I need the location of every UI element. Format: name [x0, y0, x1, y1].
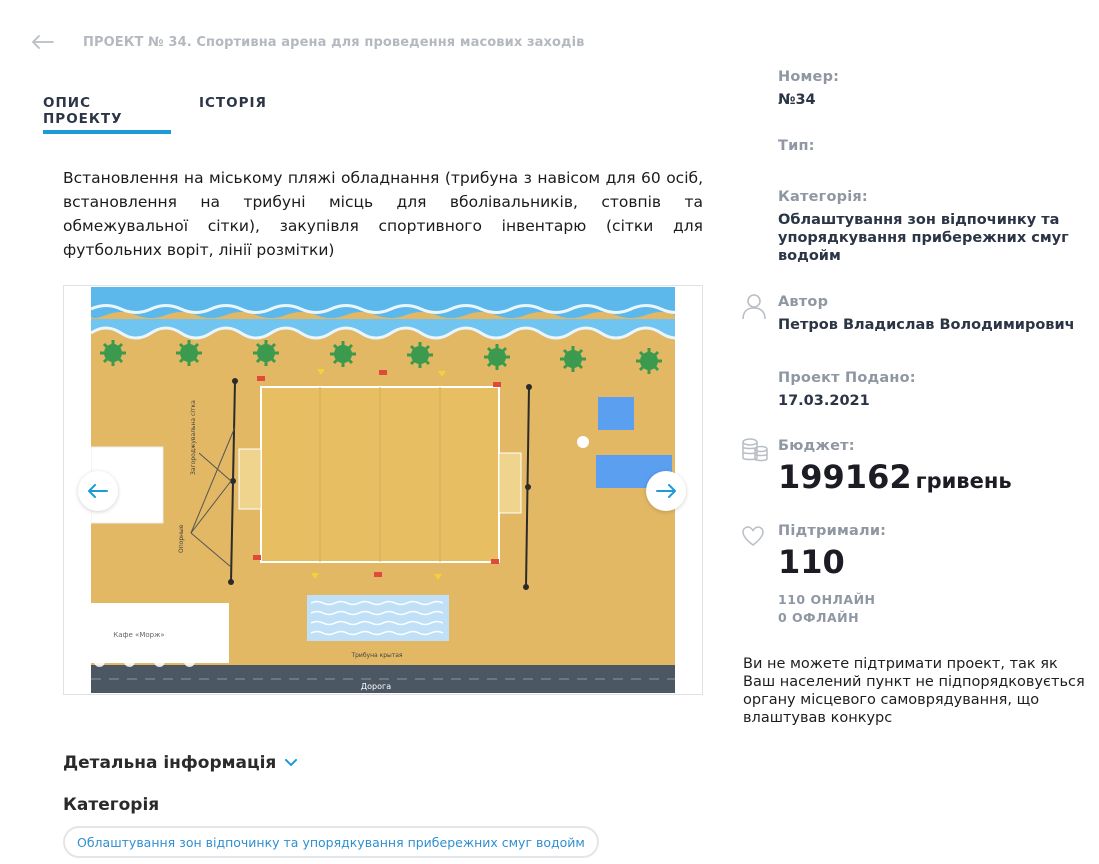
- offline-count: 0 ОФЛАЙН: [778, 610, 860, 625]
- carousel-dot[interactable]: [124, 656, 135, 667]
- budget-amount: [778, 458, 1088, 496]
- carousel-dot[interactable]: [154, 656, 165, 667]
- user-icon: [741, 292, 767, 320]
- supported-value: 110: [778, 543, 845, 581]
- slide-label-supports: Опорные: [178, 524, 185, 553]
- slide-label-cafe: Кафе «Морж»: [113, 631, 165, 639]
- category-heading: Категорія: [63, 795, 160, 815]
- chevron-down-icon: [285, 759, 297, 767]
- submitted-value: 17.03.2021: [778, 393, 870, 409]
- detail-info-toggle[interactable]: [63, 753, 297, 773]
- detail-info-title: Детальна інформація: [63, 753, 277, 773]
- supported-block: [778, 523, 1088, 627]
- budget-value: 199162: [778, 458, 912, 496]
- author-label: Автор: [778, 294, 829, 310]
- tab-history[interactable]: ІСТОРІЯ: [199, 95, 267, 111]
- category-tag[interactable]: Облаштування зон відпочинку та упорядкування прибережних смуг водойм: [63, 826, 599, 858]
- top-bar: [30, 28, 584, 56]
- image-carousel: [63, 285, 703, 695]
- type-label: Тип:: [778, 138, 815, 154]
- category-block: [778, 189, 1088, 265]
- online-count: 110 ОНЛАЙН: [778, 592, 876, 607]
- carousel-slide[interactable]: [91, 287, 675, 693]
- submitted-block: [778, 370, 1088, 410]
- slide-label-net: Загороджувальна сітка: [190, 400, 197, 475]
- arrow-left-icon: [88, 484, 108, 498]
- carousel-dot[interactable]: [184, 656, 195, 667]
- tab-description[interactable]: ОПИС ПРОЕКТУ: [43, 92, 171, 134]
- carousel-dot[interactable]: [94, 656, 105, 667]
- back-button[interactable]: [30, 29, 56, 55]
- beach-plan-image: [91, 287, 675, 693]
- author-value: Петров Владислав Володимирович: [778, 317, 1075, 333]
- category-label: Категорія:: [778, 189, 868, 205]
- budget-label: Бюджет:: [778, 438, 855, 454]
- project-description: Встановлення на міському пляжі обладнання (трибуна з навісом для 60 осіб, встановлення на трибуні місць для вболівальників, стовпів та обмежувальної сітки), закупівля спортивного інвентарю (сітки для футбольних воріт, лінії розмітки): [63, 169, 703, 259]
- arrow-left-icon: [32, 35, 54, 49]
- heart-icon: [741, 525, 765, 547]
- number-value: №34: [778, 92, 816, 108]
- support-notice: Ви не можете підтримати проект, так як Ваш населений пункт не підпорядковується органу місцевого самоврядування, що влаштував конкурс: [743, 656, 1085, 726]
- breadcrumb: ПРОЕКТ № 34. Спортивна арена для проведення масових заходів: [83, 34, 585, 50]
- carousel-dots: [94, 656, 214, 667]
- category-value: Облаштування зон відпочинку та упорядкування прибережних смуг водойм: [778, 212, 1069, 264]
- coins-icon: [741, 437, 769, 463]
- supported-label: Підтримали:: [778, 523, 887, 539]
- type-block: [778, 138, 1088, 154]
- number-block: [778, 69, 1088, 109]
- carousel-next-button[interactable]: [646, 471, 686, 511]
- submitted-label: Проект Подано:: [778, 370, 916, 386]
- arrow-right-icon: [656, 484, 676, 498]
- author-block: [778, 294, 1088, 334]
- slide-label-tribune: Трибуна крытая: [351, 652, 403, 659]
- budget-block: [778, 438, 1088, 496]
- carousel-prev-button[interactable]: [78, 471, 118, 511]
- number-label: Номер:: [778, 69, 840, 85]
- tabs: [43, 92, 267, 134]
- slide-label-road: Дорога: [360, 682, 392, 691]
- budget-unit: гривень: [915, 469, 1012, 493]
